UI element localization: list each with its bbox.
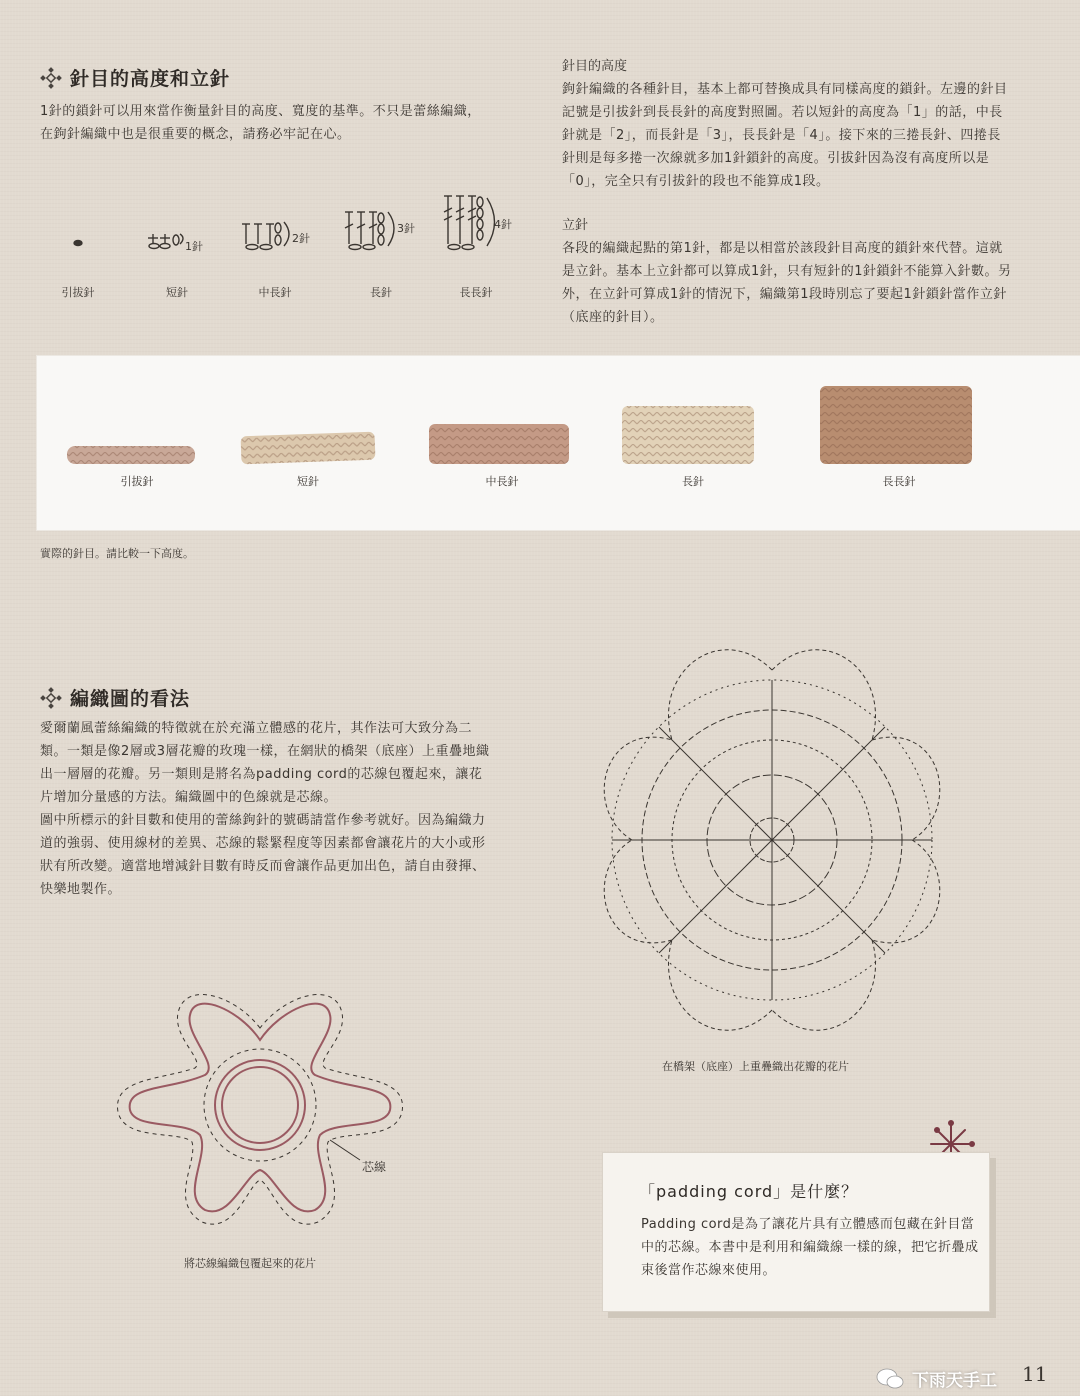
layered-petal-diagram <box>562 630 982 1050</box>
diamond-ornament-icon <box>40 67 62 89</box>
stitch-symbols-row <box>40 190 540 310</box>
swatch-label-slip: 引拔針 <box>120 475 154 488</box>
symbol-count-4: 4針 <box>494 218 512 231</box>
symbol-count-3: 3針 <box>397 222 415 235</box>
stitch-photo-strip <box>37 356 1080 530</box>
swatch-slip <box>67 446 195 464</box>
chat-bubble-icon <box>876 1367 904 1391</box>
padding-cord-caption: 將芯線編織包覆起來的花片 <box>184 1257 316 1270</box>
section-title-stitch-height <box>40 64 230 91</box>
single-crochet-symbol <box>148 234 183 249</box>
section1-intro: 1針的鎖針可以用來當作衡量針目的高度、寬度的基準。不只是蕾絲編織，在鉤針編織中也是很重要的概念，請務必牢記在心。 <box>40 104 481 142</box>
turning-chain-text: 各段的編織起點的第1針，都是以相當於該段針目高度的鎖針來代替。這就是立針。基本上立針都可以算成1針，只有短針的1針鎖針不能算入針數。另外，在立針可算成1針的情況下，編織第1段時別忘了要起1針鎖針當作立針（底座的針目）。 <box>562 241 1012 325</box>
page-number: 11 <box>1022 1362 1048 1386</box>
yarn-swatches-drawing <box>37 356 1080 530</box>
treble-crochet-symbol <box>444 196 495 250</box>
symbol-count-2: 2針 <box>292 232 310 245</box>
swatch-treble <box>820 386 972 464</box>
padding-cord-note <box>602 1152 990 1312</box>
padding-cord-diagram <box>110 980 410 1250</box>
section-title-text: 針目的高度和立針 <box>70 68 231 90</box>
section-title-chart-reading <box>40 684 190 711</box>
symbol-count-1: 1針 <box>185 240 203 253</box>
symbol-label-single: 短針 <box>166 286 188 299</box>
section-title-text: 編織圖的看法 <box>70 688 191 710</box>
symbol-label-slip: 引拔針 <box>61 286 95 299</box>
symbol-label-half-double: 中長針 <box>258 286 292 299</box>
swatch-double <box>622 406 754 464</box>
photo-caption: 實際的針目。請比較一下高度。 <box>40 547 194 560</box>
layered-diagram-caption: 在橋架（底座）上重疊織出花瓣的花片 <box>662 1060 849 1073</box>
swatch-label-double: 長針 <box>682 475 704 488</box>
swatch-label-half-double: 中長針 <box>485 475 519 488</box>
note-body: Padding cord是為了讓花片具有立體感而包藏在針目當中的芯線。本書中是利用和編織線一樣的線，把它折疊成束後當作芯線來使用。 <box>641 1217 979 1278</box>
stitch-symbols-drawing <box>40 190 540 270</box>
stitch-height-text: 鉤針編織的各種針目，基本上都可替換成具有同樣高度的鎖針。左邊的針目記號是引拔針到長長針的高度對照圖。若以短針的高度為「1」的話，中長針就是「2」，而長針是「3」，長長針是「4」。接下來的三捲長針、四捲長針則是每多捲一次線就多加1針鎖針的高度。引拔針因為沒有高度所以是「0」，完全只有引拔針的段也不能算成1段。 <box>562 82 1008 189</box>
swatch-half-double <box>429 424 569 464</box>
stitch-height-heading: 針目的高度 <box>562 59 628 74</box>
double-crochet-symbol <box>345 212 394 250</box>
swatch-label-single: 短針 <box>297 475 319 488</box>
core-cord-label: 芯線 <box>362 1160 387 1174</box>
slip-stitch-symbol <box>74 241 82 246</box>
section2-body <box>40 717 490 901</box>
diamond-ornament-icon <box>40 687 62 709</box>
note-title: 「padding cord」是什麼？ <box>639 1182 859 1201</box>
right-column-text <box>562 56 1012 329</box>
turning-chain-heading: 立針 <box>562 218 589 233</box>
watermark-text: 下雨天手工 <box>912 1371 997 1391</box>
half-double-crochet-symbol <box>242 222 289 250</box>
swatch-single <box>241 432 376 465</box>
symbol-label-double: 長針 <box>370 286 392 299</box>
watermark <box>876 1366 997 1391</box>
section2-para2: 圖中所標示的針目數和使用的蕾絲鉤針的號碼請當作參考就好。因為編織力道的強弱、使用線材的差異、芯線的鬆緊程度等因素都會讓花片的大小或形狀有所改變。適當地增減針目數有時反而會讓作品更加出色，請自由發揮、快樂地製作。 <box>40 813 486 897</box>
swatch-label-treble: 長長針 <box>882 475 916 488</box>
symbol-label-treble: 長長針 <box>459 286 493 299</box>
section2-para1: 愛爾蘭風蕾絲編織的特徵就在於充滿立體感的花片，其作法可大致分為二類。一類是像2層或3層花瓣的玫瑰一樣，在網狀的橋架（底座）上重疊地織出一層層的花瓣。另一類則是將名為padding cord的芯線包覆起來，讓花片增加分量感的方法。編織圖中的色線就是芯線。 <box>40 721 490 805</box>
